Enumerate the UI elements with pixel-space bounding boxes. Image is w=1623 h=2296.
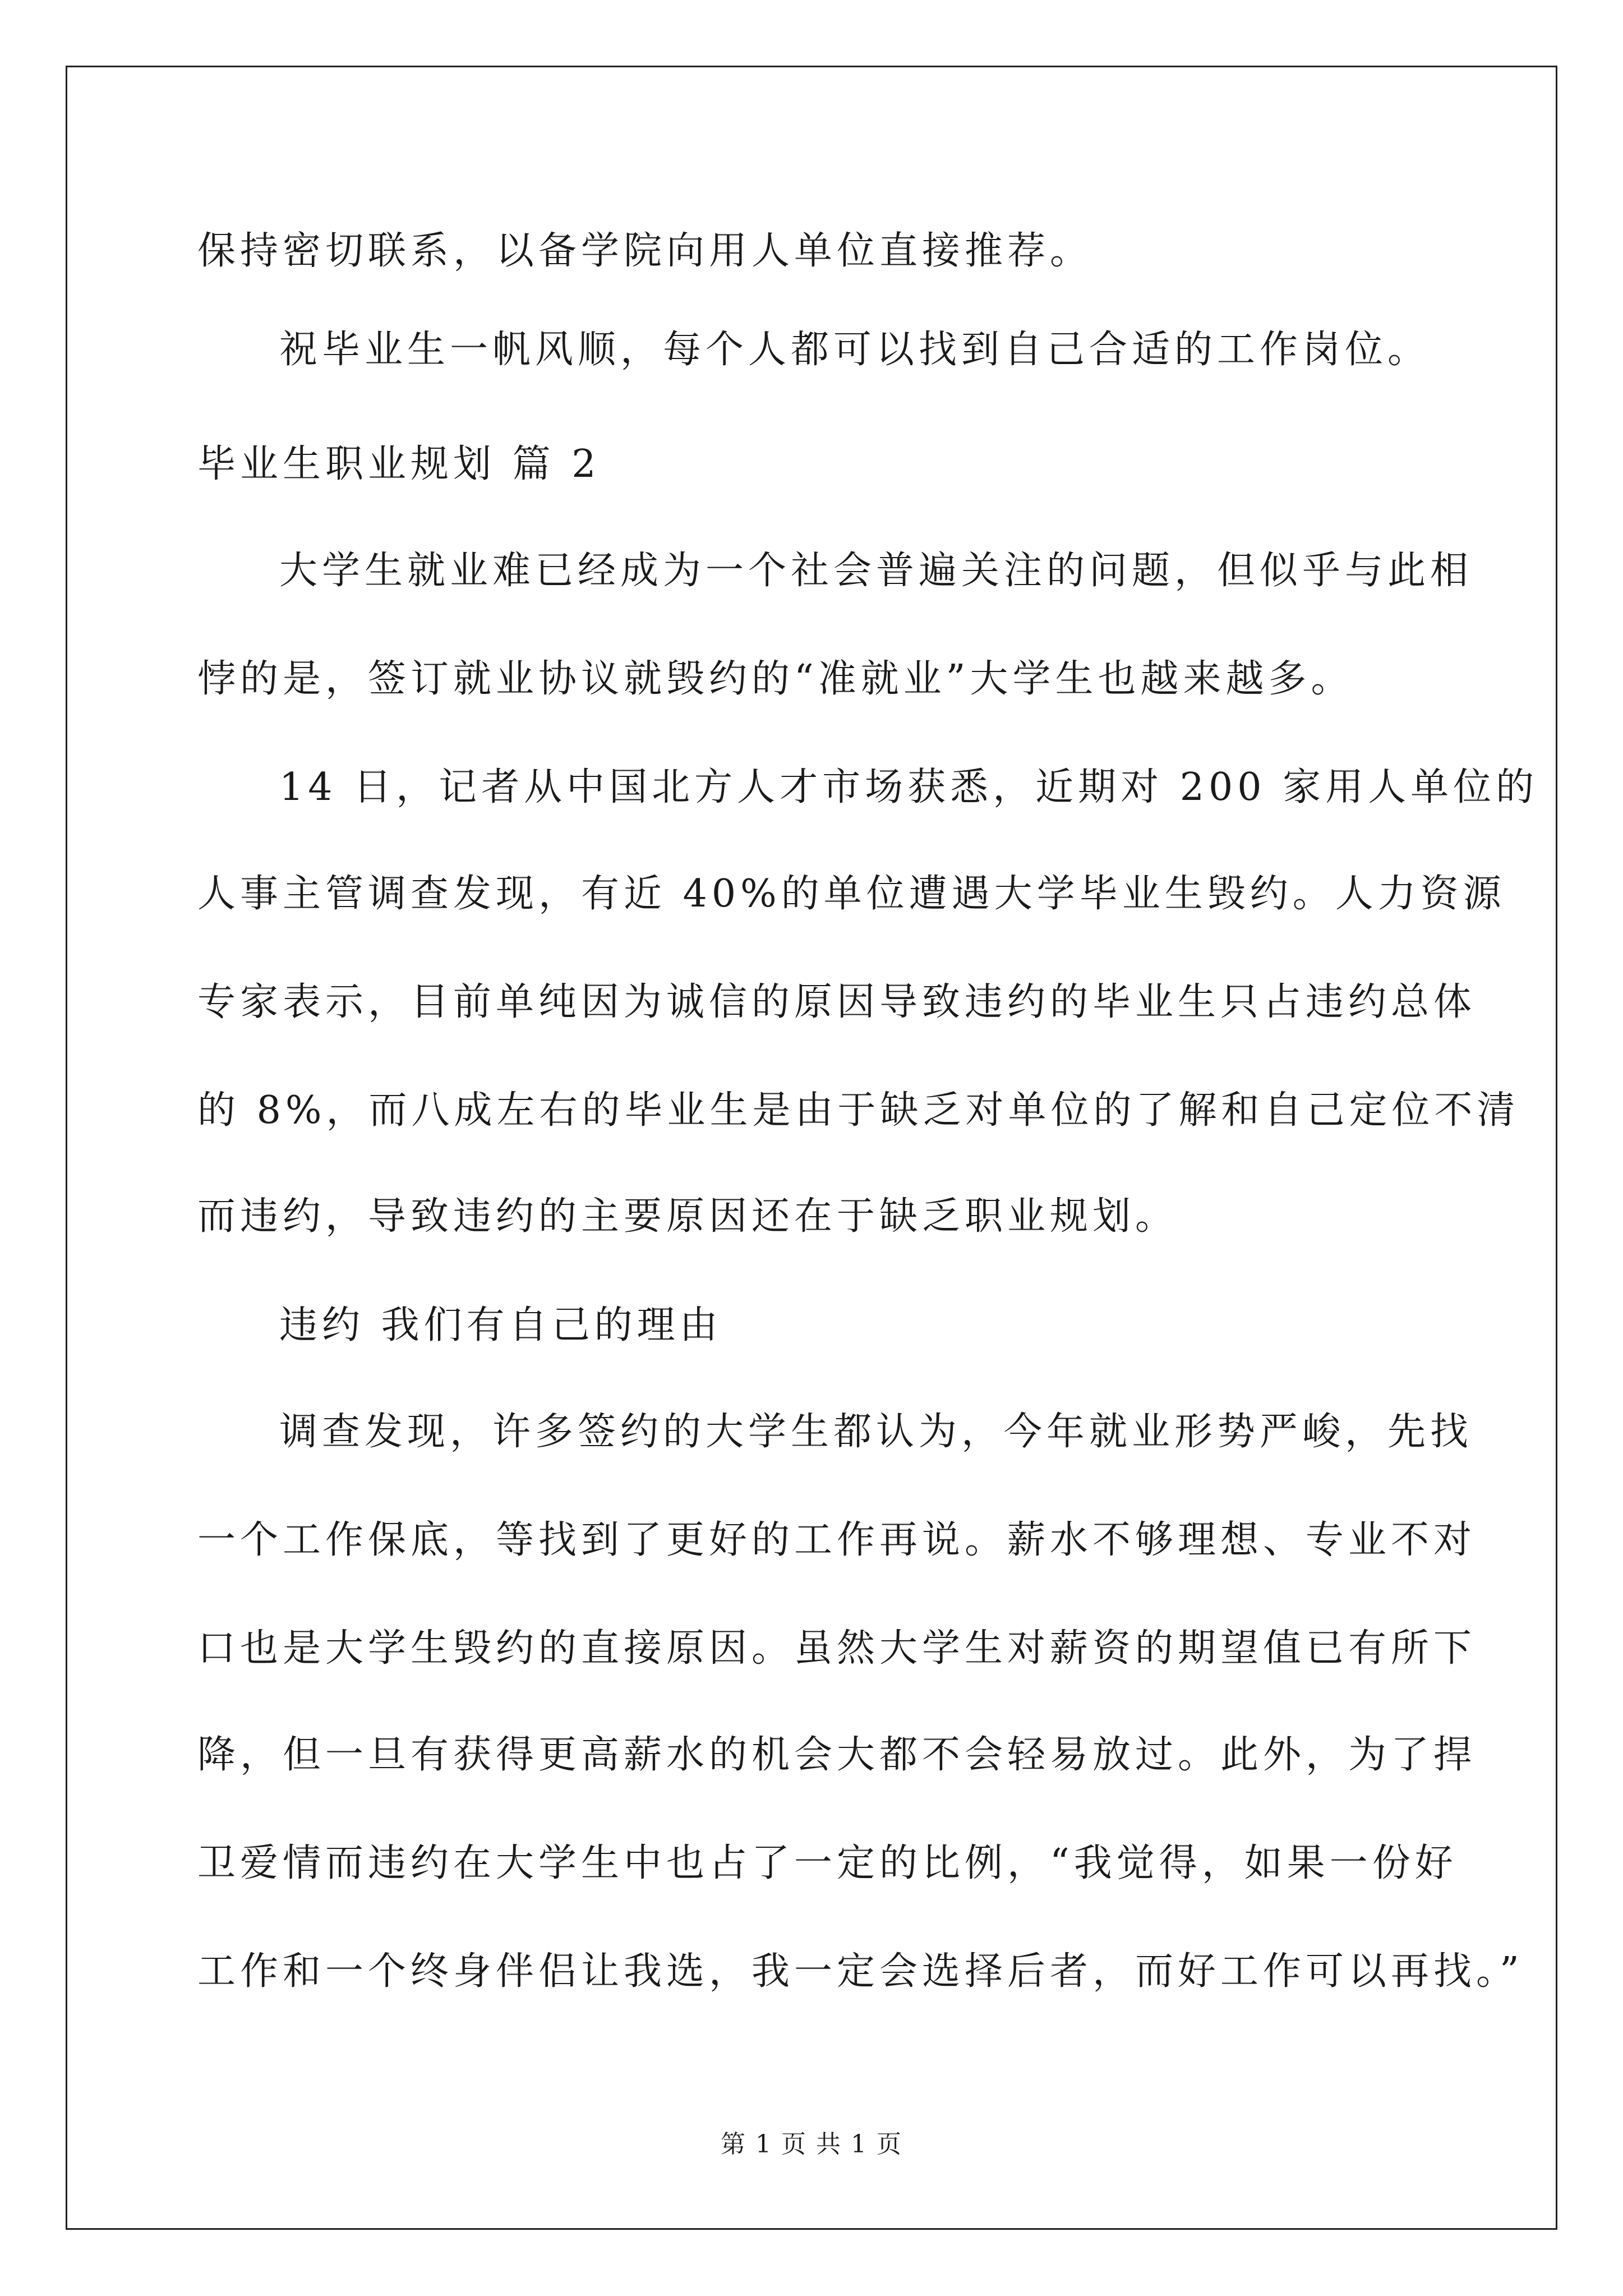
text-line: 的 8%，而八成左右的毕业生是由于缺乏对单位的了解和自己定位不清 (197, 1088, 1520, 1133)
page-border (66, 66, 1557, 2230)
text-line: 工作和一个终身伴侣让我选，我一定会选择后者，而好工作可以再找。” (197, 1949, 1524, 1994)
text-line: 悖的是，签订就业协议就毁约的“准就业”大学生也越来越多。 (197, 657, 1354, 701)
text-line: 大学生就业难已经成为一个社会普遍关注的问题，但似乎与此相 (279, 549, 1473, 593)
text-line: 一个工作保底，等找到了更好的工作再说。薪水不够理想、专业不对 (197, 1518, 1477, 1562)
subheading: 违约 我们有自己的理由 (279, 1303, 722, 1347)
page-number-footer: 第 1 页 共 1 页 (721, 2130, 902, 2159)
text-line: 口也是大学生毁约的直接原因。虽然大学生对薪资的期望值已有所下 (197, 1626, 1477, 1671)
text-line: 专家表示，目前单纯因为诚信的原因导致违约的毕业生只占违约总体 (197, 980, 1477, 1024)
text-line: 卫爱情而违约在大学生中也占了一定的比例，“我觉得，如果一份好 (197, 1841, 1458, 1885)
text-line: 降，但一旦有获得更高薪水的机会大都不会轻易放过。此外，为了捍 (197, 1733, 1477, 1777)
text-line: 祝毕业生一帆风顺，每个人都可以找到自己合适的工作岗位。 (279, 328, 1431, 372)
text-line: 保持密切联系，以备学院向用人单位直接推荐。 (197, 229, 1093, 273)
text-line: 调查发现，许多签约的大学生都认为，今年就业形势严峻，先找 (279, 1410, 1473, 1454)
section-heading: 毕业生职业规划 篇 2 (197, 442, 601, 486)
text-line: 14 日，记者从中国北方人才市场获悉，近期对 200 家用人单位的 (279, 765, 1539, 809)
text-line: 而违约，导致违约的主要原因还在于缺乏职业规划。 (197, 1194, 1178, 1239)
text-line: 人事主管调查发现，有近 40%的单位遭遇大学毕业生毁约。人力资源 (197, 872, 1506, 916)
